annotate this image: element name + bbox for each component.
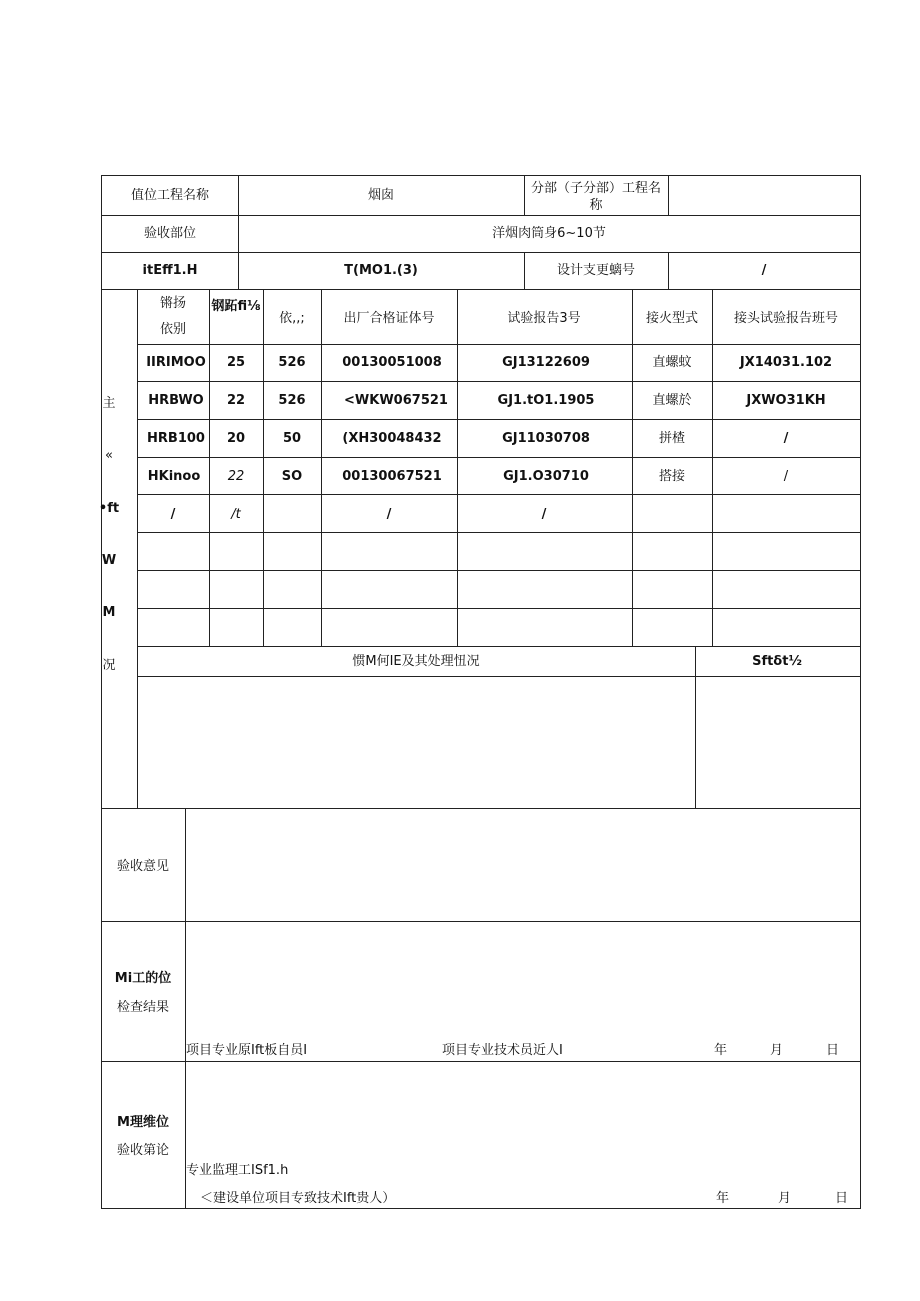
table-cell: 搭接 xyxy=(658,469,686,484)
col-diameter: 钢跖fi⅛ xyxy=(211,299,261,314)
table-cell: / xyxy=(386,507,392,522)
problem-right-label: Sftδt½ xyxy=(752,654,802,669)
rule xyxy=(185,808,186,1208)
rule xyxy=(668,175,669,215)
table-cell: GJ13122609 xyxy=(502,355,590,370)
rule xyxy=(101,289,860,290)
rule xyxy=(321,289,322,646)
construction-year: 年 xyxy=(714,1043,728,1058)
rule xyxy=(137,532,860,533)
table-cell: 22 xyxy=(226,393,246,408)
rule xyxy=(668,252,669,289)
table-cell: <WKW067521 xyxy=(344,393,448,408)
table-cell: 直螺蚊 xyxy=(652,355,692,370)
rule xyxy=(137,381,860,382)
rule xyxy=(209,289,210,646)
table-cell: 20 xyxy=(226,431,246,446)
supervision-label-cont: 验收第论 xyxy=(116,1143,170,1158)
acceptance-part-value: 洋烟肉筒身6~10节 xyxy=(492,226,606,241)
row3-label: itEff1.H xyxy=(142,263,198,278)
table-cell: 直螺於 xyxy=(652,393,692,408)
side-label-char: M xyxy=(102,605,116,620)
sub-project-label: 分部（子分部）工程名 xyxy=(530,181,662,196)
row3-value: T(MO1.(3) xyxy=(344,263,418,278)
side-label-char: « xyxy=(105,448,113,463)
rule xyxy=(101,1061,860,1062)
rule xyxy=(137,457,860,458)
rule xyxy=(632,289,633,646)
table-cell: HKinoo xyxy=(147,469,201,484)
col-steel-type-cont: 依别 xyxy=(159,322,187,337)
table-cell: JX14031.102 xyxy=(739,355,833,370)
design-change-label: 设计支更螭号 xyxy=(556,263,636,278)
rule xyxy=(524,175,525,215)
supervision-label: M理维位 xyxy=(117,1115,169,1130)
rule xyxy=(137,419,860,420)
col-factory-cert: 出厂合格证体号 xyxy=(343,311,435,326)
supervision-signer-engineer: 专业监理工ISf1.h xyxy=(186,1163,289,1178)
rule xyxy=(101,1208,860,1209)
rule xyxy=(238,175,239,289)
side-label-char: W xyxy=(101,553,117,568)
rule xyxy=(101,215,860,216)
table-cell: GJ1.tO1.1905 xyxy=(497,393,595,408)
table-cell: / xyxy=(783,431,789,446)
rule xyxy=(137,289,138,808)
construction-signer-quality: 项目专业原Ift板自员I xyxy=(186,1043,308,1058)
supervision-month: 月 xyxy=(778,1191,792,1206)
supervision-day: 日 xyxy=(835,1191,849,1206)
rule xyxy=(695,646,696,808)
construction-signer-tech: 项目专业技术员近人I xyxy=(442,1043,563,1058)
sub-project-label-cont: 称 xyxy=(589,198,603,213)
table-cell: 25 xyxy=(226,355,246,370)
col-test-report: 试验报告3号 xyxy=(507,311,581,326)
unit-project-label: 值位工程名称 xyxy=(130,188,210,203)
problem-label: 惯M何IE及其处理忸况 xyxy=(352,654,480,669)
table-cell: HRB100 xyxy=(147,431,205,446)
rule xyxy=(137,646,860,647)
table-cell: / xyxy=(541,507,547,522)
col-steel-type: 锵扬 xyxy=(159,296,187,311)
table-cell: SO xyxy=(281,469,303,484)
construction-day: 日 xyxy=(826,1043,840,1058)
rule xyxy=(101,175,102,1209)
table-cell: IIRIMOO xyxy=(146,355,206,370)
supervision-year: 年 xyxy=(716,1191,730,1206)
table-cell: 拼楂 xyxy=(658,431,686,446)
rule xyxy=(101,921,860,922)
table-cell: /t xyxy=(231,507,241,522)
table-cell: (XH30048432 xyxy=(342,431,442,446)
construction-label: Mi工的位 xyxy=(114,971,172,986)
table-cell: JXWO31KH xyxy=(746,393,826,408)
unit-project-value: 烟囱 xyxy=(367,188,395,203)
col-joint-test-report: 接头试验报告班号 xyxy=(733,311,839,326)
rule xyxy=(137,676,860,677)
rule xyxy=(524,252,525,289)
construction-month: 月 xyxy=(770,1043,784,1058)
table-cell: GJ1.O30710 xyxy=(503,469,589,484)
side-label-char: •ft xyxy=(98,501,120,516)
table-cell: / xyxy=(783,469,789,484)
rule xyxy=(860,175,861,1209)
rule xyxy=(457,289,458,646)
rule xyxy=(712,289,713,646)
table-cell: 22 xyxy=(227,469,245,484)
side-label-char: 主 xyxy=(102,396,116,411)
table-cell: 526 xyxy=(278,355,306,370)
table-cell: 526 xyxy=(278,393,306,408)
rule xyxy=(137,344,860,345)
col-quantity: 依,,; xyxy=(279,311,305,326)
acceptance-opinion-label: 验收意见 xyxy=(116,859,170,874)
design-change-value: / xyxy=(761,263,767,278)
col-joint-type: 接火型式 xyxy=(645,311,699,326)
side-label-char: 况 xyxy=(102,658,116,673)
table-cell: / xyxy=(170,507,176,522)
rule xyxy=(263,289,264,646)
table-cell: 00130067521 xyxy=(342,469,442,484)
table-cell: 50 xyxy=(282,431,302,446)
construction-label-cont: 检查结果 xyxy=(116,1000,170,1015)
rule xyxy=(137,494,860,495)
table-cell: GJ11030708 xyxy=(502,431,590,446)
rule xyxy=(137,570,860,571)
acceptance-part-label: 验收部位 xyxy=(143,226,197,241)
rule xyxy=(101,808,860,809)
table-cell: HRBWO xyxy=(148,393,204,408)
rule xyxy=(101,175,860,176)
table-cell: 00130051008 xyxy=(342,355,442,370)
rule xyxy=(137,608,860,609)
supervision-signer-owner: ＜建设单位项目专致技术Ift贵人） xyxy=(200,1191,396,1206)
rule xyxy=(101,252,860,253)
